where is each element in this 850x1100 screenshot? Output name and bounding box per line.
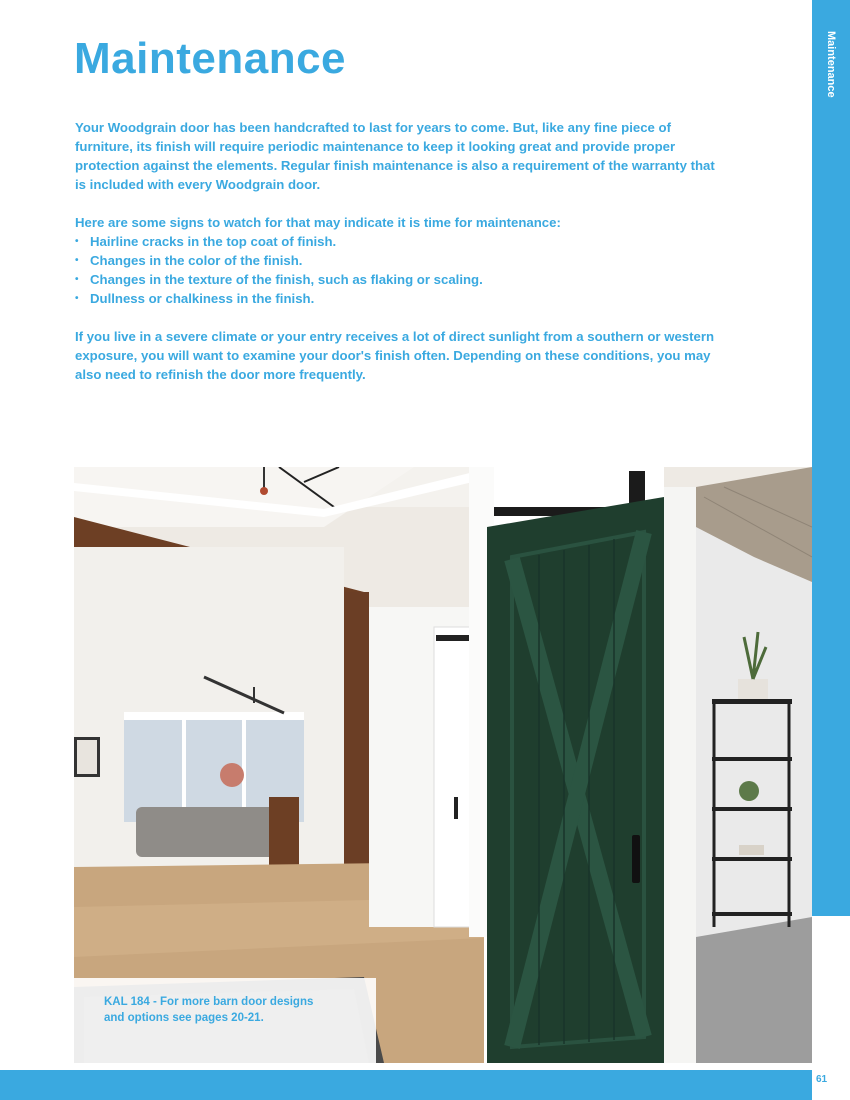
side-tab-label: Maintenance [825,30,837,98]
side-tab [812,0,850,916]
signs-list [75,232,715,308]
page-number: 61 [816,1074,828,1085]
bullet-icon: • [75,236,79,247]
barn-door-photo [74,467,812,1063]
list-item: • Changes in the color of the finish. [75,253,303,268]
page-title: Maintenance [74,34,347,83]
body-text [75,118,715,403]
list-item: • Changes in the texture of the finish, such as flaking or scaling. [75,272,483,287]
photo-caption: KAL 184 - For more barn door designs and options see pages 20-21. [104,996,314,1024]
bullet-icon: • [75,293,79,304]
intro-paragraph: Your Woodgrain door has been handcrafted to last for years to come. But, like any fine piece of furniture, its finish will require periodic maintenance to keep it looking great and provide proper protection against the elements. Regular finish maintenance is also a requirement of the warranty that is included with every Woodgrain door. [75,120,715,192]
climate-paragraph: If you live in a severe climate or your entry receives a lot of direct sunlight from a southern or western exposure, you will want to examine your door's finish often. Depending on these conditions, you may also need to refinish the door more frequently. [75,329,715,382]
signs-heading: Here are some signs to watch for that may indicate it is time for maintenance: [75,215,561,230]
bullet-icon: • [75,274,79,285]
interior-illustration [74,467,812,1063]
bullet-icon: • [75,255,79,266]
list-item: • Hairline cracks in the top coat of finish. [75,234,337,249]
list-item: • Dullness or chalkiness in the finish. [75,291,315,306]
footer-bar [0,1070,812,1100]
